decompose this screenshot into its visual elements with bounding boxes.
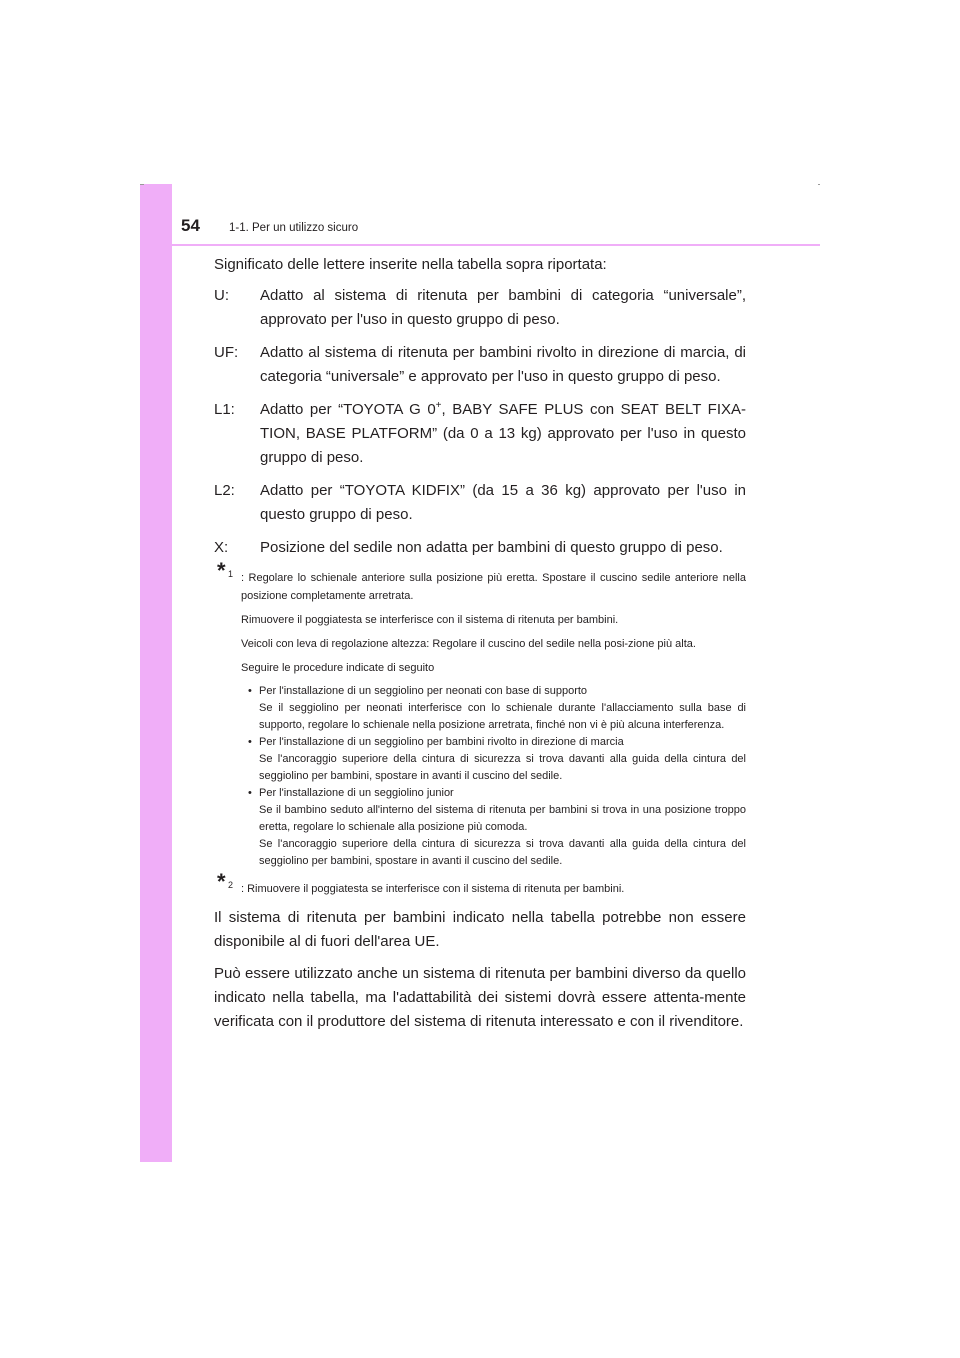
footnote-marker: 2 <box>228 880 234 890</box>
definition-key: X: <box>214 539 229 556</box>
procedure-list <box>202 683 746 870</box>
side-tab <box>140 184 172 1162</box>
section-title: 1-1. Per un utilizzo sicuro <box>229 222 359 234</box>
definition-key: L2: <box>214 482 235 499</box>
definition-text: Adatto per “TOYOTA KIDFIX” (da 15 a 36 kg) approvato per l'uso in questo gruppo di peso. <box>260 482 746 523</box>
superscript-plus: + <box>435 400 442 411</box>
bullet-icon: • <box>248 685 252 697</box>
list-item-body: Se il bambino seduto all'interno del sistema di ritenuta per bambini si trova in una posizione troppo eretta, regolare lo schienale alla posizione più comoda. <box>259 804 746 833</box>
footnote-text: : Rimuovere il poggiatesta se interferisce con il sistema di ritenuta per bambini. <box>241 883 625 895</box>
list-item-body: Se l'ancoraggio superiore della cintura di sicurezza si trova davanti alla guida della cintura del seggiolino per bambini, spostare in avanti il cuscino del sedile. <box>259 753 746 782</box>
intro-text: Significato delle lettere inserite nella tabella sopra riportata: <box>214 256 607 273</box>
definition-text-a: Adatto per “TOYOTA G 0 <box>260 401 436 418</box>
definition-u <box>214 284 746 332</box>
list-item-body: Se il seggiolino per neonati interferisce con lo schienale durante l'allacciamento sulla base di supporto, regolare lo schienale nella posizione arretrata, finché non vi è più alcuna interferenza. <box>259 702 746 731</box>
page-content <box>202 254 746 1034</box>
footnote-star: * <box>217 558 226 583</box>
footnote-2 <box>202 869 746 898</box>
list-item-body: Se l'ancoraggio superiore della cintura di sicurezza si trova davanti alla guida della cintura del seggiolino per bambini, spostare in avanti il cuscino del sedile. <box>259 838 746 867</box>
definition-text: Adatto al sistema di ritenuta per bambini di categoria “universale”, approvato per l'uso in questo gruppo di peso. <box>260 287 746 328</box>
bullet-icon: • <box>248 787 252 799</box>
list-item-title: Per l'installazione di un seggiolino junior <box>259 787 454 799</box>
page-number: 54 <box>181 216 200 235</box>
definition-text-b: , BABY SAFE PLUS con SEAT BELT FIXA-TION, BASE PLATFORM” (da 0 a 13 kg) approvato per l'uso in questo gruppo di peso. <box>260 401 746 466</box>
bullet-icon: • <box>248 736 252 748</box>
body-paragraph: Il sistema di ritenuta per bambini indicato nella tabella potrebbe non essere disponibile al di fuori dell'area UE. <box>214 909 746 950</box>
definition-key: UF: <box>214 344 239 361</box>
list-item <box>248 785 746 870</box>
footnote-1 <box>202 558 746 605</box>
list-item-title: Per l'installazione di un seggiolino per neonati con base di supporto <box>259 685 588 697</box>
definition-text: Adatto al sistema di ritenuta per bambini rivolto in direzione di marcia, di categoria “universale” e approvato per l'uso in questo gruppo di peso. <box>260 344 746 385</box>
footnote-star: * <box>217 869 226 894</box>
footnote-1-line: Rimuovere il poggiatesta se interferisce con il sistema di ritenuta per bambini. <box>241 614 619 626</box>
footnote-1-line: Veicoli con leva di regolazione altezza: Regolare il cuscino del sedile nella posi-zione più alta. <box>241 638 696 650</box>
list-item-title: Per l'installazione di un seggiolino per bambini rivolto in direzione di marcia <box>259 736 624 748</box>
definition-l2 <box>214 479 746 527</box>
crop-mark-left <box>140 184 144 185</box>
crop-mark-right <box>818 184 820 185</box>
footnote-marker: 1 <box>228 569 234 579</box>
definition-l1 <box>214 398 746 470</box>
definition-uf <box>214 341 746 389</box>
definition-key: U: <box>214 287 229 304</box>
body-paragraph: Può essere utilizzato anche un sistema di ritenuta per bambini diverso da quello indicato nella tabella, ma l'adattabilità dei sistemi dovrà essere attenta-mente verificata con il produttore del sistema di ritenuta interessato e con il rivenditore. <box>214 965 746 1030</box>
list-item <box>248 683 746 734</box>
header-rule <box>172 244 820 246</box>
definition-x <box>214 536 746 560</box>
list-item <box>248 734 746 785</box>
footnote-text: : Regolare lo schienale anteriore sulla posizione più eretta. Spostare il cuscino sedile anteriore nella posizione completamente arretrata. <box>241 572 746 602</box>
definition-text <box>260 398 746 470</box>
definition-key: L1: <box>214 401 235 418</box>
footnote-1-line: Seguire le procedure indicate di seguito <box>241 662 435 674</box>
definition-text: Posizione del sedile non adatta per bambini di questo gruppo di peso. <box>260 539 723 556</box>
